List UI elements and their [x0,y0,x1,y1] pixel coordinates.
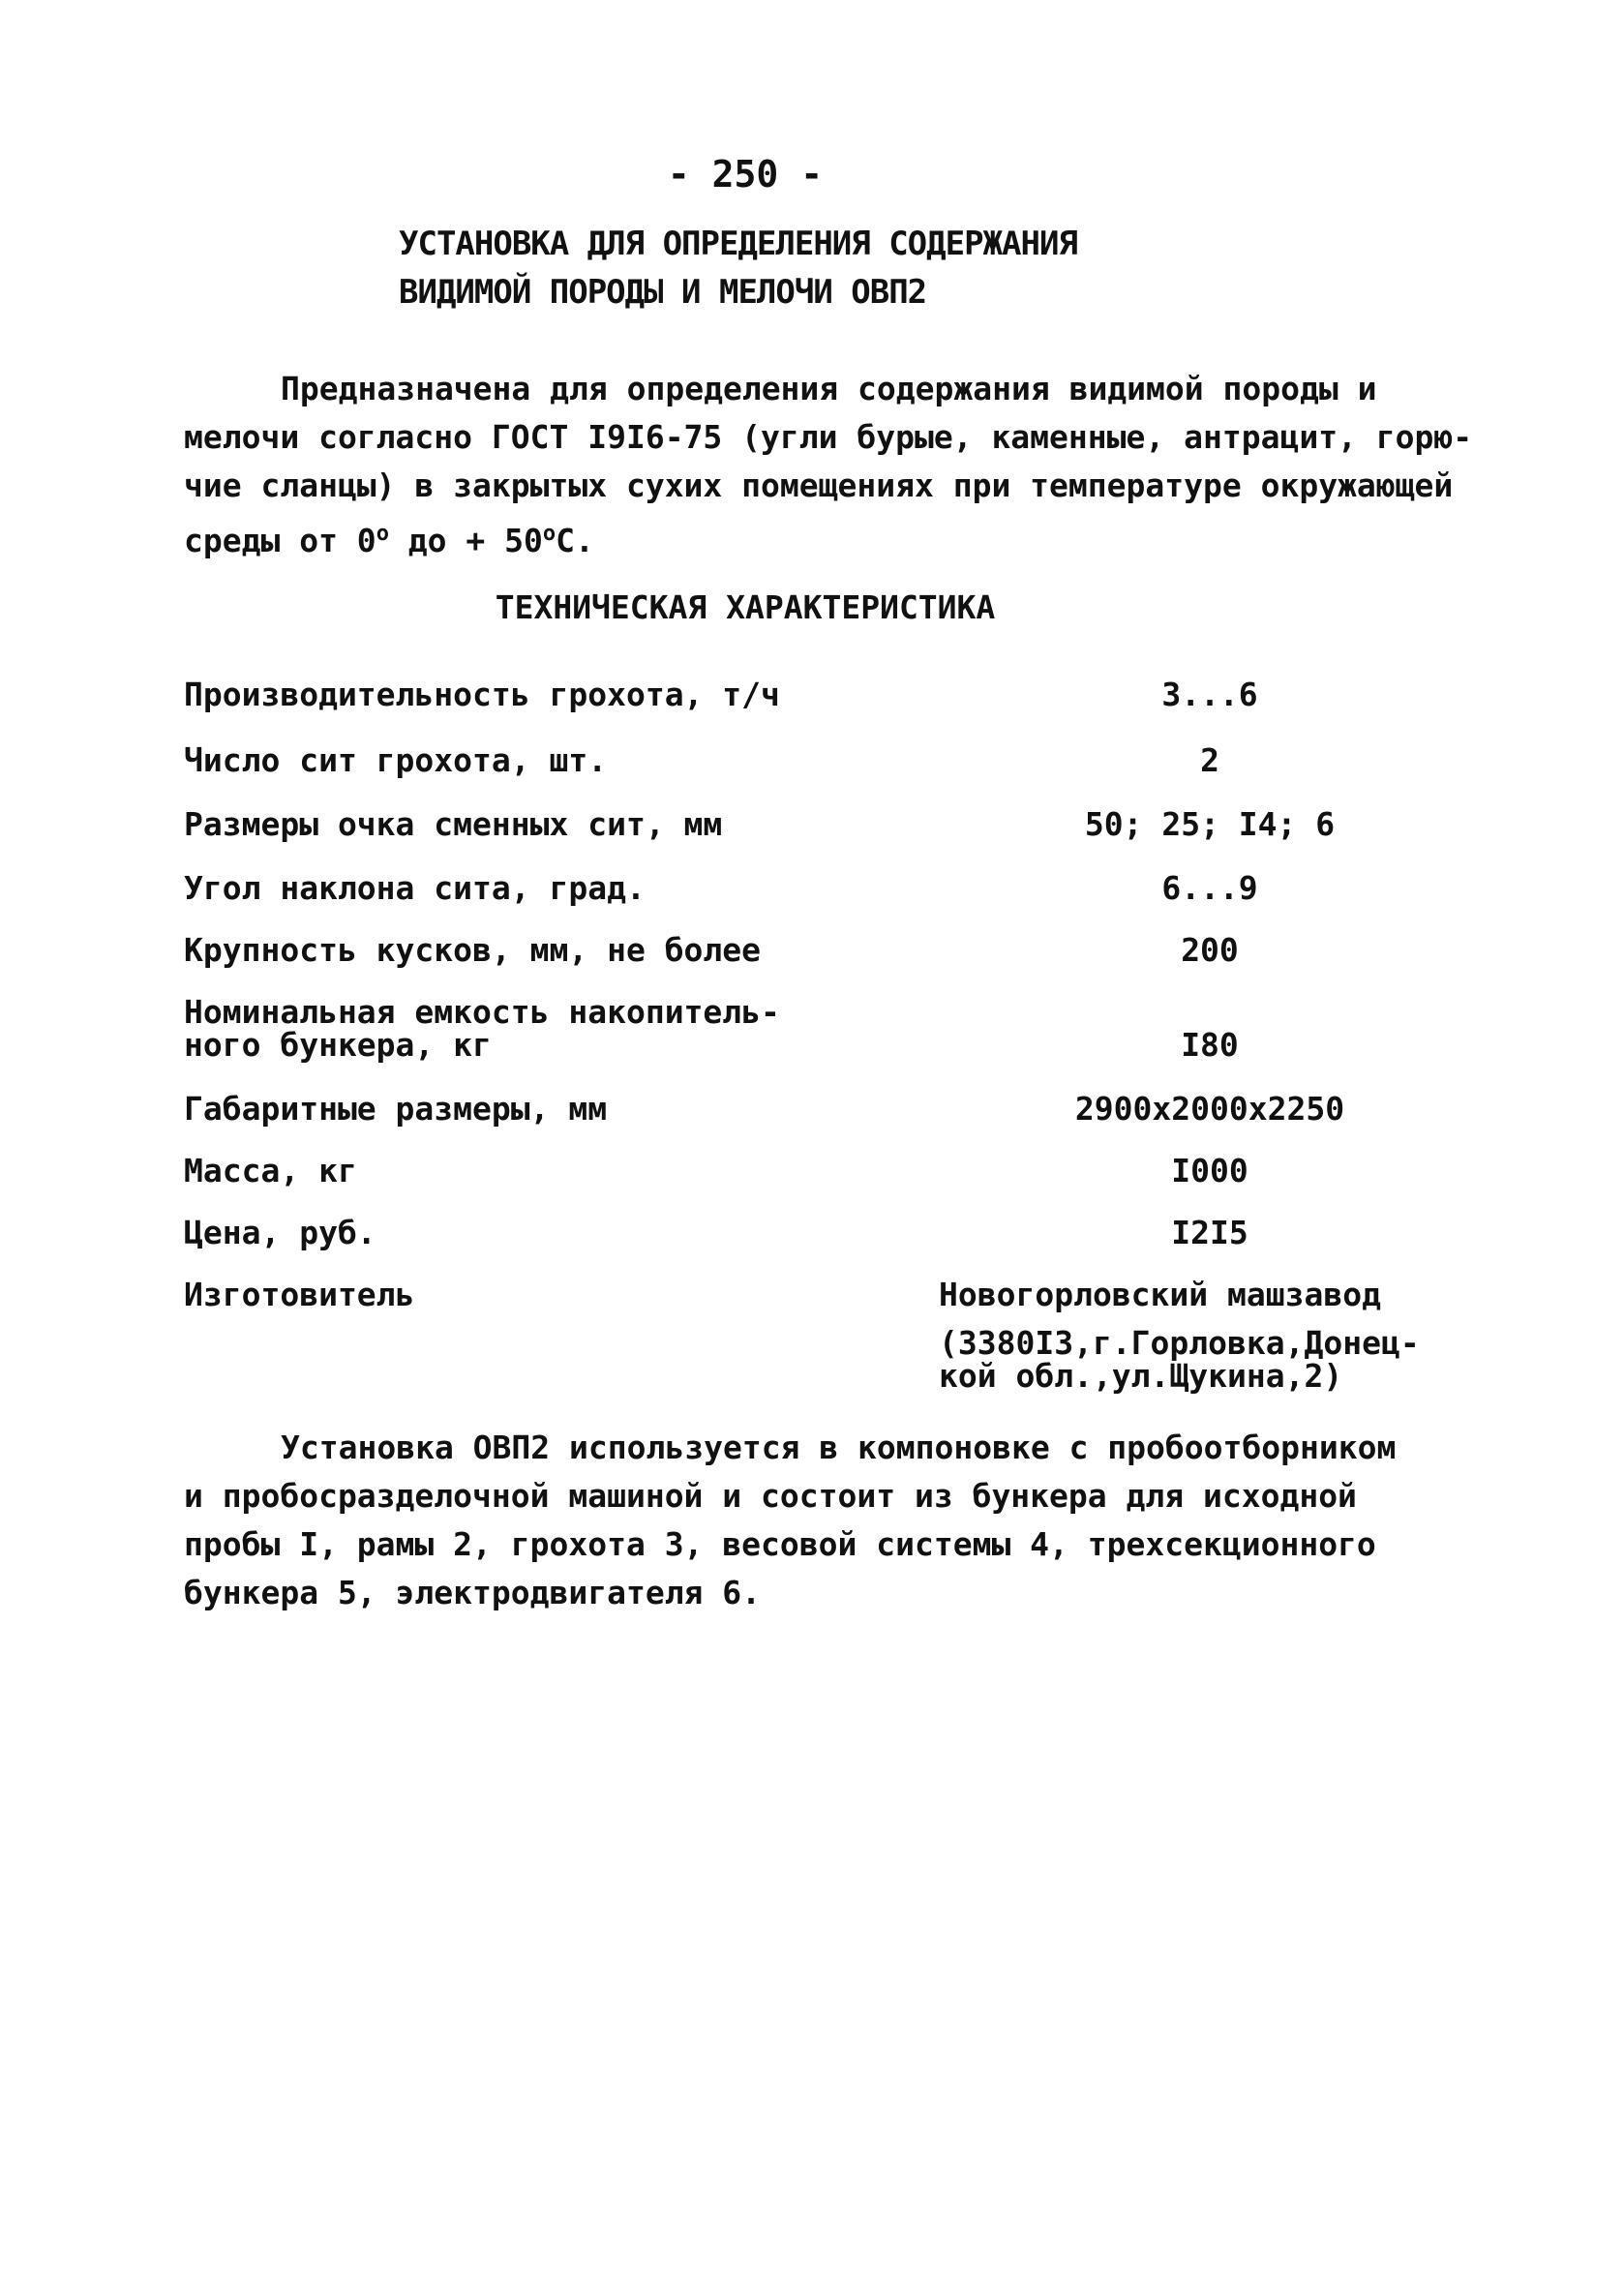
spec-label: Число сит грохота, шт. [184,741,608,779]
intro-line-2: мелочи согласно ГОСТ I9I6-75 (угли бурые, каменные, антрацит, горю- [184,418,1473,456]
spec-value: 6...9 [1161,869,1258,907]
intro-line-3: чие сланцы) в закрытых сухих помещениях при температуре окружающей [184,466,1454,504]
spec-label: Габаритные размеры, мм [184,1090,608,1128]
spec-value: 50; 25; I4; 6 [1084,805,1336,843]
spec-value: 2 [1200,741,1219,779]
manufacturer-name: Новогорловский машзавод [939,1276,1381,1313]
description-line-1: Установка ОВП2 используется в компоновке с пробоотборником [281,1429,1397,1466]
spec-value: I2I5 [1171,1214,1248,1251]
spec-label: Угол наклона сита, град. [184,869,646,907]
spec-label: Производительность грохота, т/ч [184,676,780,713]
section-title: ТЕХНИЧЕСКАЯ ХАРАКТЕРИСТИКА [495,588,996,626]
spec-label: Номинальная емкость накопитель- [184,993,780,1031]
spec-label-continued: ного бункера, кг [184,1026,492,1064]
title-line-1: УСТАНОВКА ДЛЯ ОПРЕДЕЛЕНИЯ СОДЕРЖАНИЯ [399,225,1077,263]
spec-label: Масса, кг [184,1152,357,1189]
spec-value: I80 [1181,1026,1239,1064]
page-number: - 250 - [667,153,824,196]
spec-label: Размеры очка сменных сит, мм [184,805,723,843]
spec-value: 2900х2000х2250 [1074,1090,1345,1128]
manufacturer-label: Изготовитель [184,1276,415,1313]
spec-label: Цена, руб. [184,1214,376,1251]
description-line-2: и пробоcразделочной машиной и состоит из бункера для исходной [184,1477,1357,1515]
description-line-4: бункера 5, электродвигателя 6. [184,1574,762,1611]
spec-label: Крупность кусков, мм, не более [184,931,762,969]
intro-line-1: Предназначена для определения содержания видимой породы и [281,370,1377,407]
description-line-3: пробы I, рамы 2, грохота 3, весовой системы 4, трехсекционного [184,1525,1376,1563]
spec-value: 200 [1181,931,1239,969]
manufacturer-address-1: (3380I3,г.Горловка,Донец- [939,1324,1420,1362]
spec-value: 3...6 [1161,676,1258,713]
manufacturer-address-2: кой обл.,ул.Щукина,2) [939,1357,1343,1395]
intro-line-4: среды от $0^о$ до + $50^оС$. [184,522,594,559]
title-line-2: ВИДИМОЙ ПОРОДЫ И МЕЛОЧИ ОВП2 [399,273,927,312]
spec-value: I000 [1171,1152,1248,1189]
